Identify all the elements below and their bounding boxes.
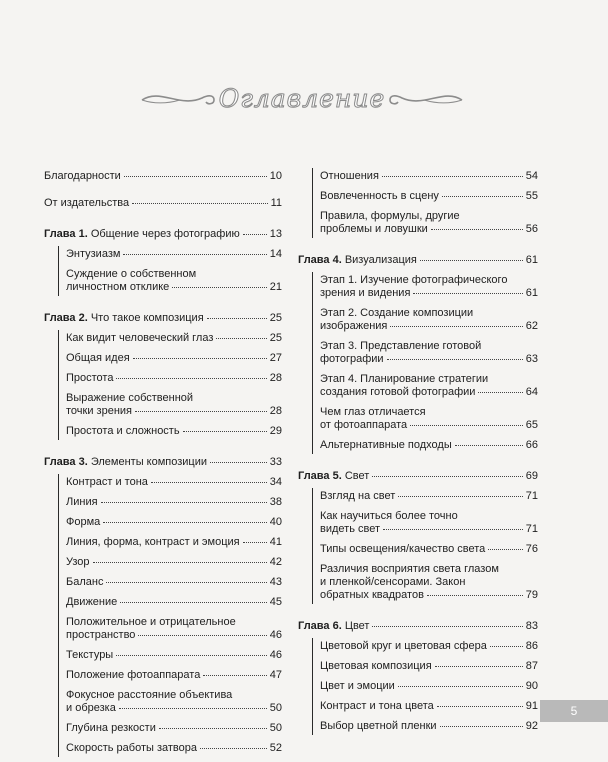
dot-leader [440,726,523,727]
dot-leader [435,666,523,667]
dot-leader [124,176,267,177]
toc-entry-line [66,281,282,294]
toc-entry-text: личностном отклике [66,281,170,293]
page-ref: 62 [525,320,538,332]
page-ref: 11 [270,197,282,209]
dot-leader [120,602,266,603]
toc-entry-text: Вовлеченность в сцену [320,190,439,202]
toc-entry-line [66,722,282,735]
toc-entry-text: Суждение о собственном [66,268,197,280]
toc-entry[interactable] [66,392,282,418]
toc-entry[interactable] [66,616,282,642]
page-ref: 45 [269,596,282,608]
toc-entry-text: видеть свет [320,523,380,535]
toc-entry-line [320,170,538,183]
dot-leader [427,595,523,596]
toc-entry-text: Альтернативные подходы [320,439,452,451]
toc-entry-line [66,405,282,418]
toc-entry[interactable] [298,470,538,483]
toc-entry-line [66,372,282,385]
dot-leader [216,338,266,339]
chapter-label: Глава 4. [298,254,342,266]
toc-entry-line [298,620,538,633]
page-ref: 69 [525,470,538,482]
toc-entry-line [320,700,538,713]
toc-entry-text: Положение фотоаппарата [66,669,201,681]
toc-entry-line [66,629,282,642]
page-ref: 76 [525,543,538,555]
page-ref: 54 [525,170,538,182]
dot-leader [106,582,266,583]
toc-entry[interactable] [320,406,538,432]
dot-leader [116,378,266,379]
dot-leader [387,359,523,360]
page-ref: 86 [525,640,538,652]
page-title: Оглавление [218,84,386,113]
toc-entry-text: Форма [66,516,101,528]
dot-leader [123,254,266,255]
dot-leader [398,686,523,687]
dot-leader [183,431,267,432]
toc-entry-text: Взгляд на свет [320,490,396,502]
toc-entry-text: Движение [66,596,118,608]
section-rule [58,246,59,296]
dot-leader [382,176,523,177]
page-ref: 63 [525,353,538,365]
toc-entry[interactable] [66,596,282,609]
page-ref: 71 [525,490,538,502]
section-rule [312,638,313,735]
toc-entry-text: Благодарности [44,170,121,182]
toc-entry-line [320,386,538,399]
page-ref: 10 [269,170,282,182]
page-ref: 28 [269,405,282,417]
page-number-tab: 5 [540,700,608,722]
page-ref: 65 [525,419,538,431]
toc-entry[interactable] [320,563,538,602]
page-ref: 25 [269,312,282,324]
toc-entry-text: Глава 5. Свет [298,470,370,482]
dot-leader [488,549,523,550]
dot-leader [420,260,523,261]
dot-leader [200,748,267,749]
dot-leader [138,635,266,636]
dot-leader [93,562,267,563]
toc-entry-text: Баланс [66,576,104,588]
dot-leader [410,425,523,426]
toc-entry-text: проблемы и ловушки [320,223,428,235]
page-ref: 13 [269,228,282,240]
page-ref: 40 [269,516,282,528]
toc-right-column [298,170,538,740]
dot-leader [478,392,522,393]
toc-entry[interactable] [320,170,538,183]
page-ref: 41 [269,536,282,548]
page-ref: 92 [525,720,538,732]
dot-leader [383,529,523,530]
toc-entry-line [320,680,538,693]
toc-entry-text: Чем глаз отличается [320,406,426,418]
toc-entry[interactable] [66,496,282,509]
toc-entry-text: и обрезка [66,702,116,714]
page-ref: 38 [269,496,282,508]
toc-entry-line [66,702,282,715]
dot-leader [431,229,523,230]
toc-entry[interactable] [66,372,282,385]
page-ref: 47 [269,669,282,681]
toc-entry-text: Цветовой круг и цветовая сфера [320,640,487,652]
toc-entry-text: Линия [66,496,98,508]
section-rule [58,330,59,440]
toc-entry-line [66,576,282,589]
page-ref: 56 [525,223,538,235]
toc-entry-line [66,496,282,509]
toc-entry-text: Текстуры [66,649,114,661]
page-ref: 21 [269,281,282,293]
toc-entry-text: Узор [66,556,90,568]
toc-entry-text: Правила, формулы, другие [320,210,460,222]
toc-entry-line [44,170,282,183]
toc-entry-line [66,516,282,529]
toc-entry-text: Отношения [320,170,379,182]
dot-leader [133,358,267,359]
toc-entry-line [66,649,282,662]
toc-entry[interactable] [320,700,538,713]
page-ref: 27 [269,352,282,364]
page-ref: 43 [269,576,282,588]
dot-leader [243,234,267,235]
toc-entry-line [66,352,282,365]
toc-entry-line [66,596,282,609]
toc-entry[interactable] [298,254,538,267]
dot-leader [132,203,267,204]
toc-entry-text: и пленкой/сенсорами. Закон [320,576,466,588]
toc-entry-text: Общая идея [66,352,130,364]
toc-entry-text: Глава 6. Цвет [298,620,370,632]
page-ref: 91 [525,700,538,712]
dot-leader [135,411,267,412]
toc-entry-text: Энтузиазм [66,248,121,260]
toc-entry[interactable] [66,516,282,529]
toc-entry[interactable] [66,649,282,662]
toc-entry-line [44,456,282,469]
toc-entry-line [298,254,538,267]
page-ref: 33 [269,456,282,468]
toc-entry-text: фотографии [320,353,384,365]
toc-entry-line [66,476,282,489]
toc-entry[interactable] [44,170,282,183]
dot-leader [442,196,523,197]
toc-entry-text: Этап 2. Создание композиции [320,307,474,319]
page-ref: 71 [525,523,538,535]
toc-entry-text: обратных квадратов [320,589,424,601]
toc-entry-line [320,589,538,602]
toc-entry-text: Скорость работы затвора [66,742,198,754]
toc-entry-line [44,312,282,325]
toc-entry-line [320,640,538,653]
toc-entry[interactable] [320,640,538,653]
toc-entry-text: Выражение собственной [66,392,194,404]
page-ref: 66 [525,439,538,451]
title-ornament [140,78,464,118]
section-rule [312,168,313,238]
page-ref: 61 [525,254,538,266]
toc-entry-text: Глава 1. Общение через фотографию [44,228,240,240]
toc-entry[interactable] [66,669,282,682]
dot-leader [243,542,267,543]
page-ref: 52 [269,742,282,754]
toc-entry[interactable] [66,352,282,365]
page-ref: 28 [269,372,282,384]
dot-leader [116,655,267,656]
toc-entry-line [320,543,538,556]
toc-entry[interactable] [66,536,282,549]
toc-entry-line [320,439,538,452]
dot-leader [151,482,267,483]
toc-entry[interactable] [320,543,538,556]
toc-entry-line [44,197,282,210]
dot-leader [210,462,267,463]
page-ref: 50 [269,722,282,734]
toc-entry[interactable] [66,248,282,261]
toc-entry-text: Фокусное расстояние объектива [66,689,233,701]
toc-entry-text: от фотоаппарата [320,419,408,431]
toc-entry-line [320,320,538,333]
page-ref: 50 [269,702,282,714]
toc-entry[interactable] [44,312,282,325]
chapter-label: Глава 1. [44,228,88,240]
toc-entry-text: создания готовой фотографии [320,386,476,398]
dot-leader [490,646,523,647]
dot-leader [455,445,523,446]
dot-leader [207,318,267,319]
toc-entry[interactable] [320,373,538,399]
toc-entry[interactable] [320,190,538,203]
page-ref: 46 [269,649,282,661]
toc-entry-text: Глава 2. Что такое композиция [44,312,204,324]
toc-entry-text: зрения и видения [320,287,411,299]
page-ref: 42 [269,556,282,568]
section-rule [312,272,313,454]
page-ref: 83 [525,620,538,632]
toc-entry-text: Цвет и эмоции [320,680,395,692]
toc-entry-text: Выбор цветной пленки [320,720,437,732]
toc-entry-text: От издательства [44,197,130,209]
toc-entry[interactable] [320,274,538,300]
toc-entry-text: изображения [320,320,388,332]
toc-entry-line [320,223,538,236]
dot-leader [203,675,266,676]
toc-entry[interactable] [320,680,538,693]
toc-entry[interactable] [66,425,282,438]
page-ref: 87 [525,660,538,672]
page-ref: 55 [525,190,538,202]
page-ref: 25 [269,332,282,344]
page-ref: 29 [269,425,282,437]
toc-entry-text: Этап 1. Изучение фотографического [320,274,508,286]
dot-leader [159,728,267,729]
toc-entry[interactable] [320,439,538,452]
toc-entry[interactable] [66,268,282,294]
toc-entry[interactable] [320,307,538,333]
dot-leader [390,326,522,327]
page-ref: 14 [269,248,282,260]
section-rule [58,474,59,757]
dot-leader [103,522,266,523]
dot-leader [372,626,522,627]
toc-entry-line [66,425,282,438]
toc-entry[interactable] [44,456,282,469]
toc-entry-line [66,536,282,549]
toc-entry[interactable] [66,722,282,735]
toc-entry-line [320,490,538,503]
toc-entry[interactable] [320,340,538,366]
page-ref: 61 [525,287,538,299]
toc-entry-line [320,353,538,366]
toc-entry[interactable] [298,620,538,633]
chapter-label: Глава 2. [44,312,88,324]
toc-entry[interactable] [66,742,282,755]
dot-leader [172,287,266,288]
toc-entry-line [66,332,282,345]
toc-entry-text: Положительное и отрицательное [66,616,236,628]
toc-entry[interactable] [320,660,538,673]
toc-entry-text: Глубина резкости [66,722,156,734]
toc-entry-text: Как научиться более точно [320,510,458,522]
toc-entry-line [66,248,282,261]
chapter-label: Глава 6. [298,620,342,632]
toc-entry-line [298,470,538,483]
dot-leader [372,476,522,477]
dot-leader [398,496,522,497]
toc-entry-text: Как видит человеческий глаз [66,332,214,344]
toc-entry-line [66,669,282,682]
toc-entry[interactable] [320,490,538,503]
toc-entry[interactable] [66,332,282,345]
toc-entry[interactable] [320,510,538,536]
toc-entry[interactable] [66,689,282,715]
toc-entry-text: Цветовая композиция [320,660,432,672]
toc-entry[interactable] [44,228,282,241]
page-ref: 79 [525,589,538,601]
toc-entry-line [320,660,538,673]
toc-entry-text: Этап 4. Планирование стратегии [320,373,489,385]
toc-entry-text: Различия восприятия света глазом [320,563,499,575]
page-ref: 46 [269,629,282,641]
page-ref: 34 [269,476,282,488]
toc-entry-text: Глава 3. Элементы композиции [44,456,207,468]
toc-entry[interactable] [66,556,282,569]
toc-entry-line [44,228,282,241]
toc-entry-text: Простота и сложность [66,425,180,437]
dot-leader [437,706,523,707]
toc-entry-line [320,419,538,432]
toc-entry-text: пространство [66,629,136,641]
toc-left-column [44,170,282,762]
toc-entry-line [320,523,538,536]
toc-entry-line [320,190,538,203]
page-ref: 64 [525,386,538,398]
toc-entry[interactable] [66,476,282,489]
toc-entry-line [66,556,282,569]
toc-entry[interactable] [320,210,538,236]
toc-entry-line [66,742,282,755]
toc-entry-text: Контраст и тона цвета [320,700,434,712]
toc-entry-text: Контраст и тона [66,476,148,488]
toc-entry-text: Простота [66,372,114,384]
dot-leader [101,502,267,503]
chapter-label: Глава 5. [298,470,342,482]
dot-leader [119,708,267,709]
toc-entry[interactable] [66,576,282,589]
toc-entry-text: Линия, форма, контраст и эмоция [66,536,240,548]
chapter-label: Глава 3. [44,456,88,468]
dot-leader [413,293,522,294]
toc-entry-text: Глава 4. Визуализация [298,254,417,266]
toc-entry[interactable] [44,197,282,210]
section-rule [312,488,313,604]
toc-entry-line [320,287,538,300]
toc-entry-text: точки зрения [66,405,132,417]
toc-entry-text: Типы освещения/качество света [320,543,486,555]
toc-entry-text: Этап 3. Представление готовой [320,340,482,352]
page-ref: 90 [525,680,538,692]
